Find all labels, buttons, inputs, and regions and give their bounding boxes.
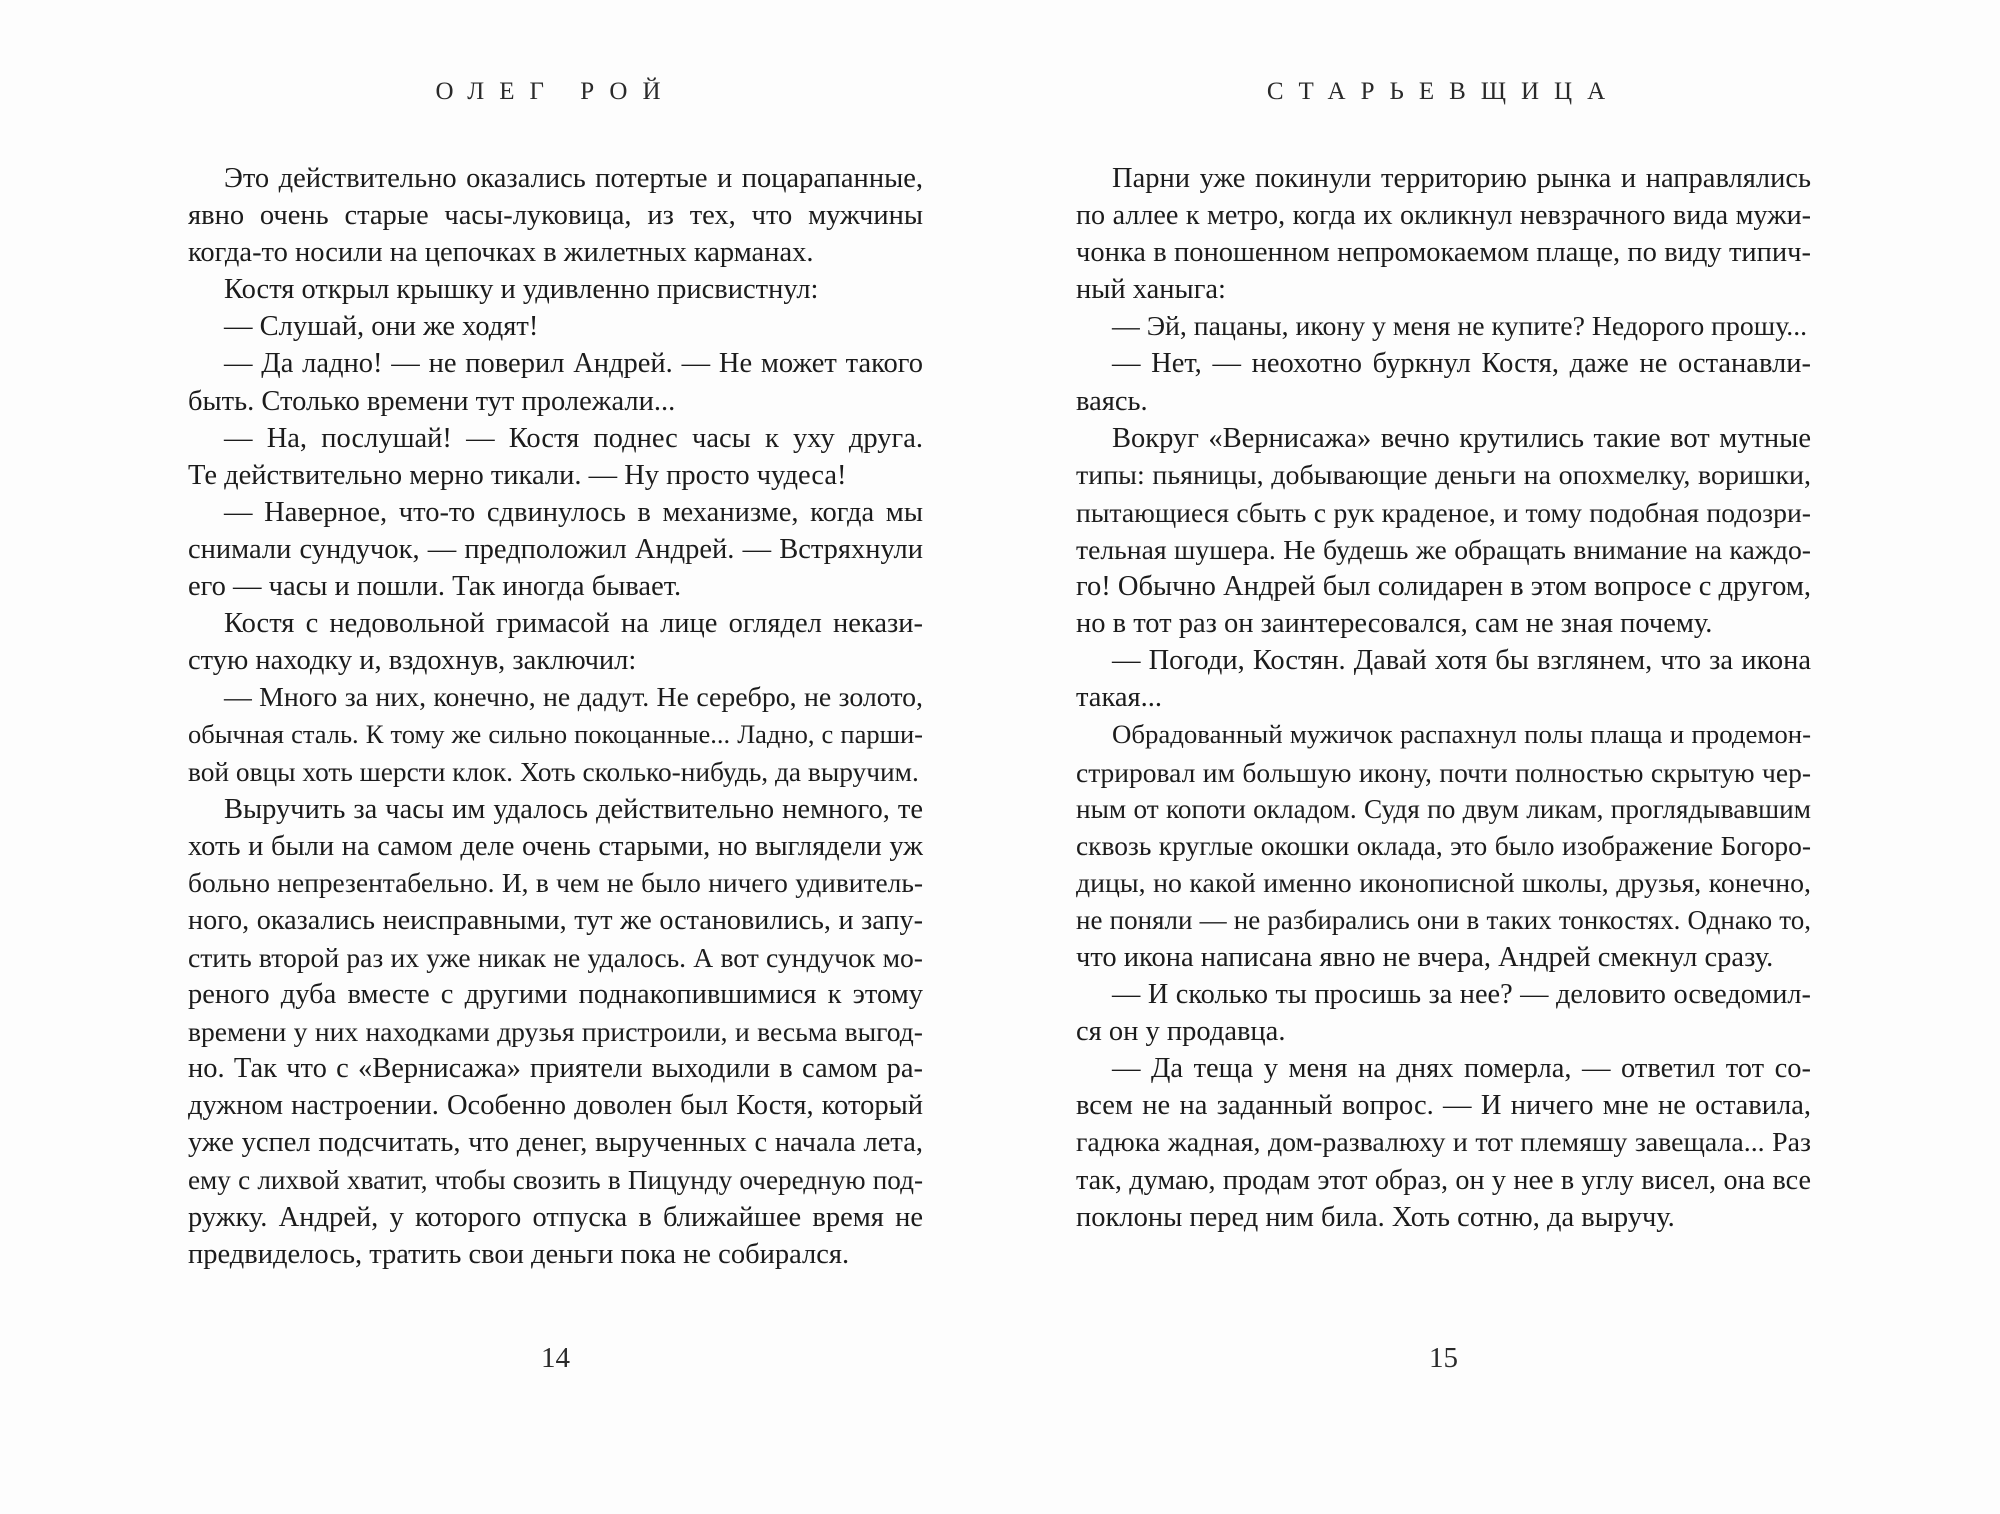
text-line: — Да ладно! — не поверил Андрей. — Не может такого [224, 348, 923, 380]
text-line: но. Так что с «Вернисажа» приятели выходили в самом ра- [188, 1053, 923, 1085]
text-line: Это действительно оказались потертые и поцарапанные, [224, 163, 923, 194]
text-line: — Да теща у меня на днях померла, — ответил тот со- [1112, 1053, 1811, 1085]
text-line: ружку. Андрей, у которого отпуска в ближайшее время не [188, 1201, 923, 1233]
text-line: пытающиеся сбыть с рук краденое, и тому подобная подозри- [1076, 496, 1811, 528]
text-line: хоть и были на самом деле очень старыми, но выглядели уж [188, 830, 923, 862]
text-line: стую находку и, вздохнув, заключил: [188, 645, 637, 677]
text-line: обычная сталь. К тому же сильно покоцанные... Ладно, с парши- [188, 719, 923, 750]
running-head-title: СТАРЬЕВЩИЦА [1266, 78, 1621, 105]
text-line: — Эй, пацаны, икону у меня не купите? Недорого прошу... [1112, 311, 1808, 343]
left-body-text [188, 160, 923, 1273]
text-line: ным от копоти окладом. Судя по двум ликам, проглядывавшим [1076, 793, 1811, 824]
text-line: ему с лихвой хватит, чтобы свозить в Пицунду очередную под- [188, 1164, 923, 1195]
text-line: больно непрезентабельно. И, в чем не было ничего удивитель- [188, 867, 923, 898]
text-line: стрировал им большую икону, почти полностью скрытую чер- [1076, 756, 1811, 788]
page-number-left: 14 [541, 1342, 570, 1374]
text-line: времени у них находками друзья пристроили, и весьма выгод- [188, 1016, 923, 1048]
text-line: стить второй раз их уже никак не удалось. А вот сундучок мо- [188, 941, 923, 973]
text-line: такая... [1076, 682, 1163, 714]
text-line: ваясь. [1076, 385, 1148, 417]
text-line: сквозь круглые окошки оклада, это было изображение Богоро- [1076, 830, 1811, 861]
text-line: Обрадованный мужичок распахнул полы плаща и продемон- [1112, 719, 1811, 750]
page-number-right: 15 [1429, 1342, 1458, 1374]
running-head-author: ОЛЕГ РОЙ [435, 78, 676, 105]
text-line: — На, послушай! — Костя поднес часы к уху друга. [224, 422, 923, 454]
text-line: Те действительно мерно тикали. — Ну просто чудеса! [188, 459, 847, 491]
text-line: что икона написана явно не вчера, Андрей смекнул сразу. [1076, 941, 1774, 973]
text-line: предвиделось, тратить свои деньги пока не собирался. [188, 1238, 850, 1270]
text-line: дужном настроении. Особенно доволен был Костя, который [188, 1090, 923, 1122]
text-line: ного, оказались неисправными, тут же остановились, и запу- [188, 904, 923, 936]
text-line: когда-то носили на цепочках в жилетных карманах. [188, 237, 814, 269]
text-line: гадюка жадная, дом-развалюху и тот племяшу завещала... Раз [1076, 1127, 1811, 1159]
text-line: вой овцы хоть шерсти клок. Хоть сколько-нибудь, да выручим. [188, 756, 919, 787]
text-line: быть. Столько времени тут пролежали... [188, 385, 676, 417]
text-line: всем не на заданный вопрос. — И ничего мне не оставила, [1076, 1090, 1811, 1122]
text-line: — И сколько ты просишь за нее? — деловито осведомил- [1112, 979, 1811, 1011]
text-line: ся он у продавца. [1076, 1016, 1286, 1048]
text-line: но в тот раз он заинтересовался, сам не зная почему. [1076, 608, 1713, 640]
text-line: типы: пьяницы, добывающие деньги на опохмелку, воришки, [1076, 459, 1811, 491]
text-line: — Слушай, они же ходят! [224, 311, 539, 343]
text-line: не поняли — не разбирались они в таких тонкостях. Однако то, [1076, 904, 1811, 935]
text-line: явно очень старые часы-луковица, из тех, что мужчины [188, 200, 923, 232]
text-line: Костя открыл крышку и удивленно присвистнул: [224, 274, 819, 306]
text-line: — Много за них, конечно, не дадут. Не серебро, не золото, [224, 682, 923, 714]
text-line: Костя с недовольной гримасой на лице оглядел некази- [224, 608, 923, 640]
text-line: — Наверное, что-то сдвинулось в механизме, когда мы [224, 496, 923, 528]
text-line: снимали сундучок, — предположил Андрей. — Встряхнули [188, 533, 923, 565]
text-line: так, думаю, продам этот образ, он у нее в углу висел, она все [1076, 1164, 1811, 1196]
text-line: Парни уже покинули территорию рынка и направлялись [1112, 163, 1811, 194]
text-line: тельная шушера. Не будешь же обращать внимание на каждо- [1076, 533, 1811, 565]
text-line: его — часы и пошли. Так иногда бывает. [188, 571, 682, 603]
right-body-text [1076, 160, 1811, 1236]
text-line: уже успел подсчитать, что денег, вырученных с начала лета, [188, 1127, 923, 1159]
text-line: поклоны перед ним била. Хоть сотню, да выручу. [1076, 1201, 1675, 1233]
text-line: Вокруг «Вернисажа» вечно крутились такие вот мутные [1112, 422, 1811, 454]
text-line: ный ханыга: [1076, 274, 1226, 306]
text-line: по аллее к метро, когда их окликнул невзрачного вида мужи- [1076, 200, 1811, 232]
text-line: дицы, но какой именно иконописной школы, друзья, конечно, [1076, 867, 1811, 899]
text-line: — Нет, — неохотно буркнул Костя, даже не останавли- [1112, 348, 1811, 380]
text-line: реного дуба вместе с другими поднакопившимися к этому [188, 979, 923, 1011]
text-line: Выручить за часы им удалось действительно немного, те [224, 793, 923, 825]
text-line: чонка в поношенном непромокаемом плаще, по виду типич- [1076, 237, 1811, 269]
text-line: — Погоди, Костян. Давай хотя бы взглянем, что за икона [1112, 645, 1811, 677]
text-line: го! Обычно Андрей был солидарен в этом вопросе с другом, [1076, 571, 1811, 603]
